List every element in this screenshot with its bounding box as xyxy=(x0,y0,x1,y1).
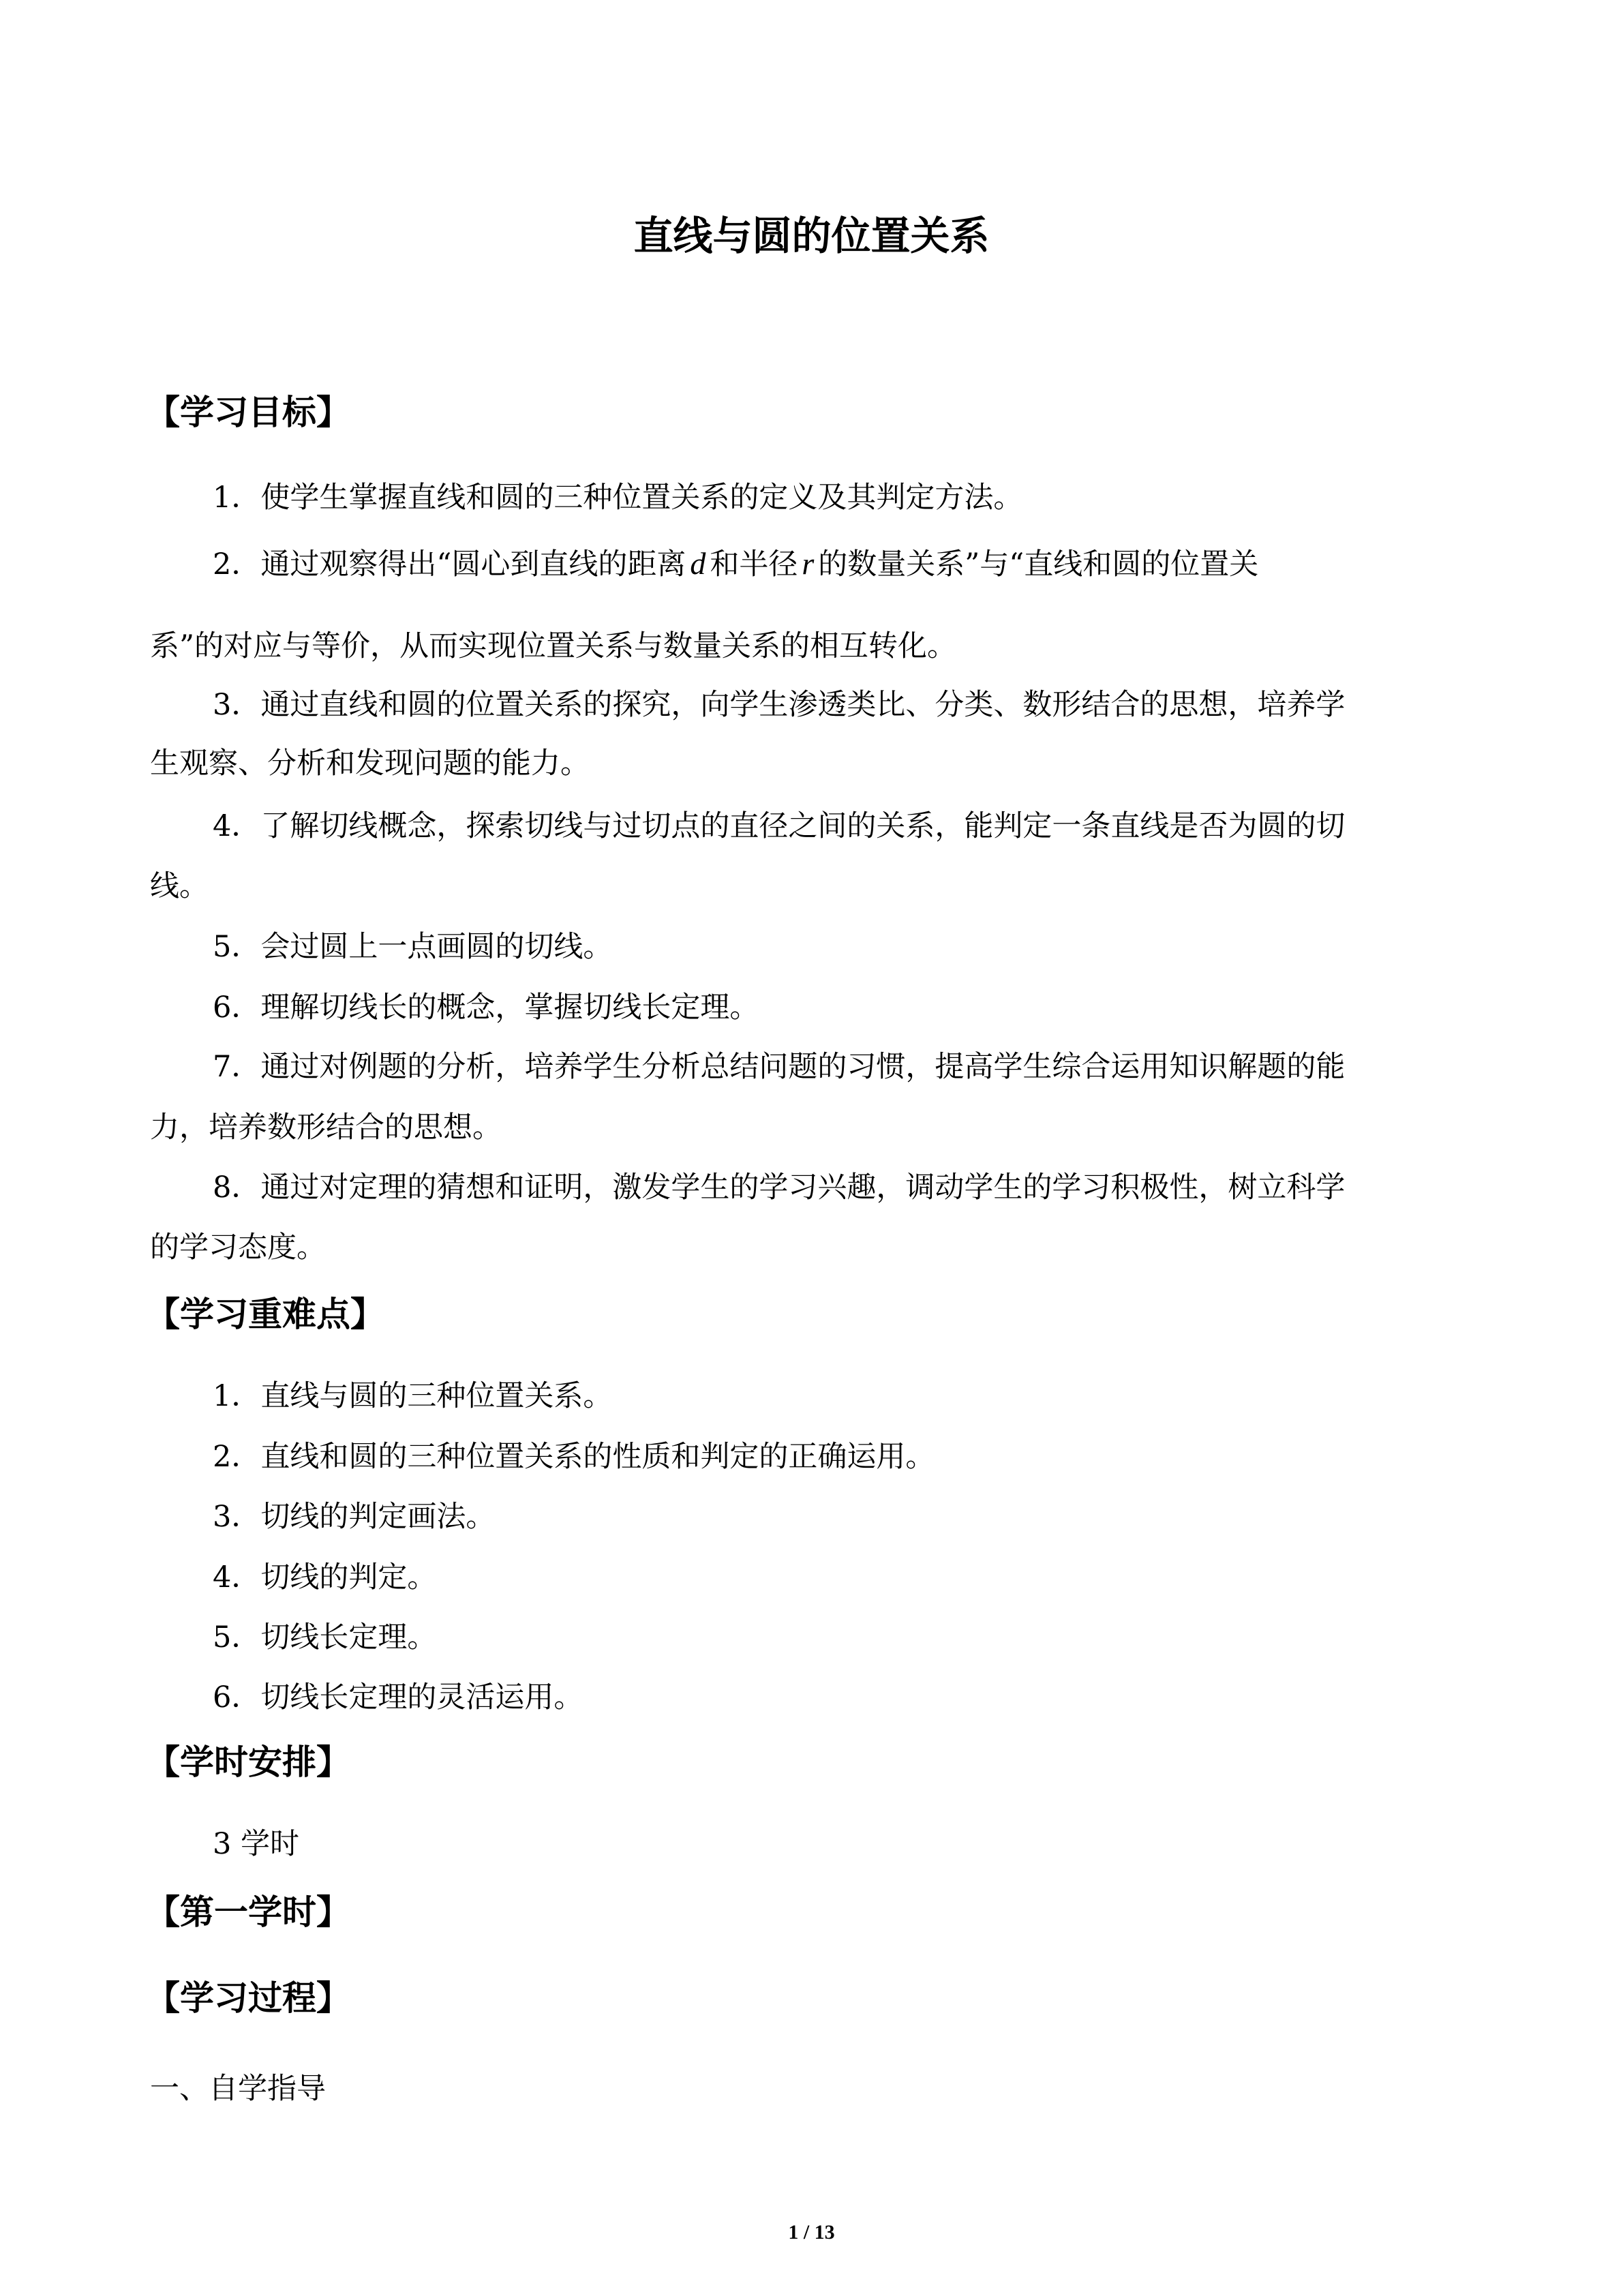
goal-item-3: 3．通过直线和圆的位置关系的探究，向学生渗透类比、分类、数形结合的思想，培养学 xyxy=(213,688,1346,722)
goal-item-4-cont: 线。 xyxy=(150,869,209,903)
key-point-1: 1．直线与圆的三种位置关系。 xyxy=(213,1379,613,1413)
goal-item-2 xyxy=(213,543,1258,585)
key-point-3: 3．切线的判定画法。 xyxy=(213,1500,496,1534)
goal-item-2-part-b: 和半径 xyxy=(710,547,798,581)
goal-item-2-part-c: 的数量关系”与“直线和圆的位置关 xyxy=(818,547,1259,581)
section-heading-schedule: 【学时安排】 xyxy=(146,1742,350,1782)
key-point-6: 6．切线长定理的灵活运用。 xyxy=(213,1680,583,1715)
goal-item-8-cont: 的学习态度。 xyxy=(150,1230,326,1265)
goal-item-1: 1．使学生掌握直线和圆的三种位置关系的定义及其判定方法。 xyxy=(213,481,1023,515)
self-study-heading: 一、自学指导 xyxy=(150,2072,326,2106)
key-point-5: 5．切线长定理。 xyxy=(213,1620,437,1655)
goal-item-3-cont: 生观察、分析和发现问题的能力。 xyxy=(150,746,590,781)
section-heading-process: 【学习过程】 xyxy=(146,1978,350,2018)
goal-item-6: 6．理解切线长的概念，掌握切线长定理。 xyxy=(213,991,759,1025)
goal-item-7-cont: 力，培养数形结合的思想。 xyxy=(150,1111,502,1145)
page-number: 1 / 13 xyxy=(788,2221,835,2244)
goal-item-2-part-a: 2．通过观察得出“圆心到直线的距离 xyxy=(213,547,686,581)
goal-item-5: 5．会过圆上一点画圆的切线。 xyxy=(213,930,613,964)
page-title: 直线与圆的位置关系 xyxy=(633,213,990,259)
section-heading-goals: 【学习目标】 xyxy=(146,393,350,432)
goal-item-7: 7．通过对例题的分析，培养学生分析总结问题的习惯，提高学生综合运用知识解题的能 xyxy=(213,1050,1346,1084)
schedule-text: 3 学时 xyxy=(213,1827,300,1861)
variable-r: r xyxy=(802,546,815,581)
section-heading-key-points: 【学习重难点】 xyxy=(146,1295,384,1334)
key-point-2: 2．直线和圆的三种位置关系的性质和判定的正确运用。 xyxy=(213,1440,935,1474)
key-point-4: 4．切线的判定。 xyxy=(213,1560,437,1595)
goal-item-4: 4．了解切线概念，探索切线与过切点的直径之间的关系，能判定一条直线是否为圆的切 xyxy=(213,809,1346,843)
variable-d: d xyxy=(690,546,706,581)
goal-item-2-cont: 系”的对应与等价，从而实现位置关系与数量关系的相互转化。 xyxy=(150,629,956,663)
section-heading-first-period: 【第一学时】 xyxy=(146,1892,350,1932)
goal-item-8: 8．通过对定理的猜想和证明，激发学生的学习兴趣，调动学生的学习积极性，树立科学 xyxy=(213,1170,1346,1205)
